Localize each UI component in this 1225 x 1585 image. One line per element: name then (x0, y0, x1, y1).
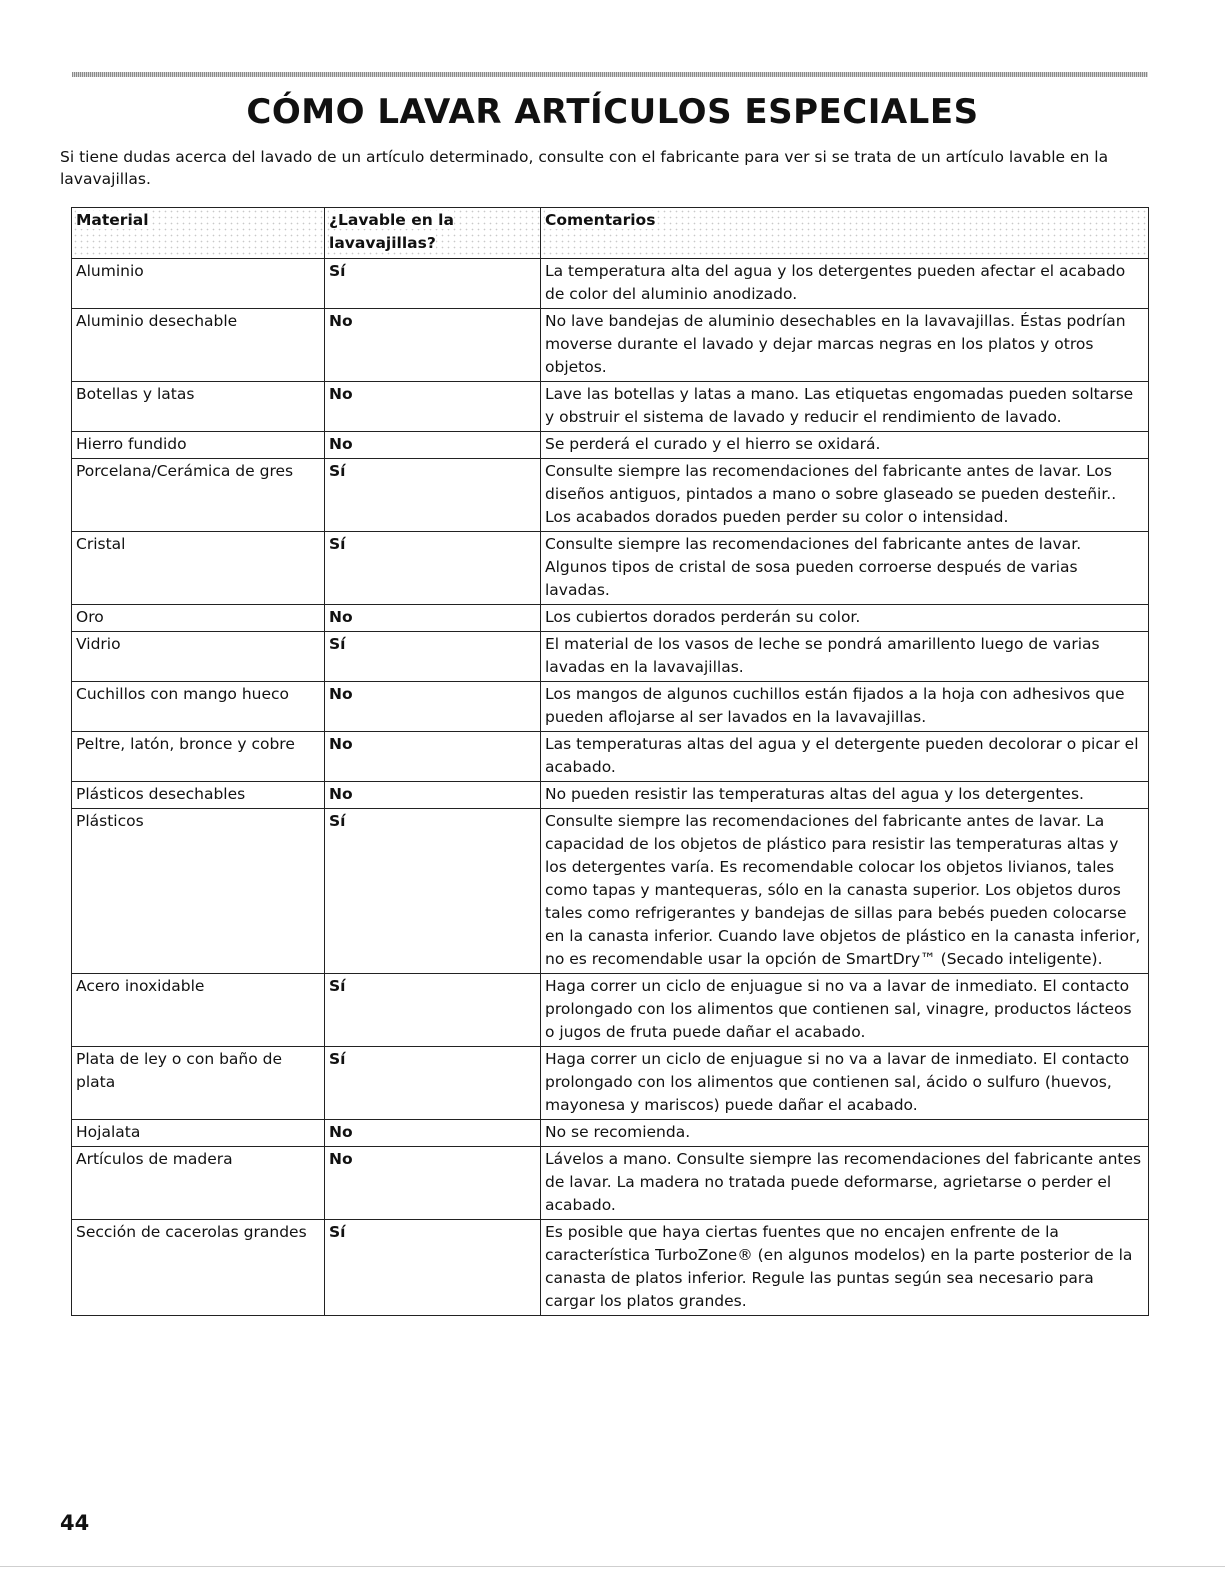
table-row (72, 259, 1149, 309)
material-cell: Peltre, latón, bronce y cobre (72, 732, 325, 782)
comment-cell: Los mangos de algunos cuchillos están fijados a la hoja con adhesivos que pueden aflojarse al ser lavados en la lavavajillas. (541, 682, 1149, 732)
table-row (72, 809, 1149, 974)
intro-paragraph: Si tiene dudas acerca del lavado de un artículo determinado, consulte con el fabricante para ver si se trata de un artículo lavable en la lavavajillas. (60, 148, 1109, 188)
page-title: CÓMO LAVAR ARTÍCULOS ESPECIALES (246, 92, 979, 132)
material-cell: Hojalata (72, 1120, 325, 1147)
lavable-cell: No (325, 1120, 541, 1147)
comment-cell: La temperatura alta del agua y los detergentes pueden afectar el acabado de color del aluminio anodizado. (541, 259, 1149, 309)
material-cell: Oro (72, 605, 325, 632)
comment-cell: Haga correr un ciclo de enjuague si no va a lavar de inmediato. El contacto prolongado con los alimentos que contienen sal, ácido o sulfuro (huevos, mayonesa y mariscos) puede dañar el acabado. (541, 1047, 1149, 1120)
table-row (72, 732, 1149, 782)
table-row (72, 605, 1149, 632)
lavable-cell: Sí (325, 1220, 541, 1316)
lavable-cell: No (325, 1147, 541, 1220)
table-row (72, 782, 1149, 809)
comment-cell: El material de los vasos de leche se pondrá amarillento luego de varias lavadas en la lavavajillas. (541, 632, 1149, 682)
comment-cell: Es posible que haya ciertas fuentes que no encajen enfrente de la característica TurboZone® (en algunos modelos) en la parte posterior de la canasta de platos inferior. Regule las puntas según sea necesario para cargar los platos grandes. (541, 1220, 1149, 1316)
table-row (72, 459, 1149, 532)
top-rule (72, 72, 1148, 77)
lavable-cell: Sí (325, 974, 541, 1047)
table-row (72, 532, 1149, 605)
comment-cell: Lávelos a mano. Consulte siempre las recomendaciones del fabricante antes de lavar. La madera no tratada puede deformarse, agrietarse o perder el acabado. (541, 1147, 1149, 1220)
comment-cell: Haga correr un ciclo de enjuague si no va a lavar de inmediato. El contacto prolongado con los alimentos que contienen sal, vinagre, productos lácteos o jugos de fruta puede dañar el acabado. (541, 974, 1149, 1047)
comment-cell: No lave bandejas de aluminio desechables en la lavavajillas. Éstas podrían moverse durante el lavado y dejar marcas negras en los platos y otros objetos. (541, 309, 1149, 382)
table-row (72, 382, 1149, 432)
lavable-cell: No (325, 605, 541, 632)
table-row (72, 432, 1149, 459)
material-cell: Porcelana/Cerámica de gres (72, 459, 325, 532)
material-cell: Sección de cacerolas grandes (72, 1220, 325, 1316)
comment-cell: Se perderá el curado y el hierro se oxidará. (541, 432, 1149, 459)
table-header-row (72, 208, 1149, 259)
material-cell: Aluminio (72, 259, 325, 309)
lavable-cell: No (325, 382, 541, 432)
table-row (72, 1147, 1149, 1220)
table-row (72, 309, 1149, 382)
lavable-cell: No (325, 782, 541, 809)
material-cell: Plata de ley o con baño de plata (72, 1047, 325, 1120)
header-comentarios-label: Comentarios (545, 211, 656, 229)
lavable-cell: No (325, 682, 541, 732)
lavable-cell: Sí (325, 532, 541, 605)
material-cell: Acero inoxidable (72, 974, 325, 1047)
comment-cell: Los cubiertos dorados perderán su color. (541, 605, 1149, 632)
bottom-rule (0, 1566, 1225, 1567)
lavable-cell: Sí (325, 632, 541, 682)
comment-cell: Consulte siempre las recomendaciones del fabricante antes de lavar. Algunos tipos de cristal de sosa pueden corroerse después de varias lavadas. (541, 532, 1149, 605)
material-cell: Artículos de madera (72, 1147, 325, 1220)
lavable-cell: Sí (325, 1047, 541, 1120)
comment-cell: No se recomienda. (541, 1120, 1149, 1147)
material-cell: Botellas y latas (72, 382, 325, 432)
table-row (72, 1120, 1149, 1147)
lavable-cell: Sí (325, 259, 541, 309)
header-comentarios (541, 208, 1149, 259)
comment-cell: Las temperaturas altas del agua y el detergente pueden decolorar o picar el acabado. (541, 732, 1149, 782)
lavable-cell: No (325, 732, 541, 782)
material-cell: Plásticos desechables (72, 782, 325, 809)
lavable-cell: Sí (325, 459, 541, 532)
lavable-cell: No (325, 432, 541, 459)
comment-cell: Consulte siempre las recomendaciones del fabricante antes de lavar. La capacidad de los objetos de plástico para resistir las temperaturas altas y los detergentes varía. Es recomendable colocar los objetos livianos, tales como tapas y mantequeras, sólo en la canasta superior. Los objetos duros tales como refrigerantes y bandejas de sillas para bebés pueden colocarse en la canasta inferior. Cuando lave objetos de plástico en la canasta inferior, no es recomendable usar la opción de SmartDry™ (Secado inteligente). (541, 809, 1149, 974)
comment-cell: Consulte siempre las recomendaciones del fabricante antes de lavar. Los diseños antiguos, pintados a mano o sobre glaseado se pueden desteñir.. Los acabados dorados pueden perder su color o intensidad. (541, 459, 1149, 532)
special-items-table (71, 207, 1149, 1316)
page-number: 44 (60, 1511, 90, 1535)
material-cell: Cristal (72, 532, 325, 605)
comment-cell: Lave las botellas y latas a mano. Las etiquetas engomadas pueden soltarse y obstruir el sistema de lavado y reducir el rendimiento de lavado. (541, 382, 1149, 432)
table-row (72, 1047, 1149, 1120)
material-cell: Vidrio (72, 632, 325, 682)
table-row (72, 682, 1149, 732)
header-material-label: Material (76, 211, 149, 229)
header-material (72, 208, 325, 259)
header-lavable-label: ¿Lavable en la lavavajillas? (329, 211, 454, 252)
table-row (72, 974, 1149, 1047)
material-cell: Hierro fundido (72, 432, 325, 459)
table-row (72, 632, 1149, 682)
material-cell: Cuchillos con mango hueco (72, 682, 325, 732)
lavable-cell: Sí (325, 809, 541, 974)
comment-cell: No pueden resistir las temperaturas altas del agua y los detergentes. (541, 782, 1149, 809)
material-cell: Plásticos (72, 809, 325, 974)
header-lavable (325, 208, 541, 259)
special-items-table-container (71, 207, 1148, 1316)
material-cell: Aluminio desechable (72, 309, 325, 382)
lavable-cell: No (325, 309, 541, 382)
table-row (72, 1220, 1149, 1316)
